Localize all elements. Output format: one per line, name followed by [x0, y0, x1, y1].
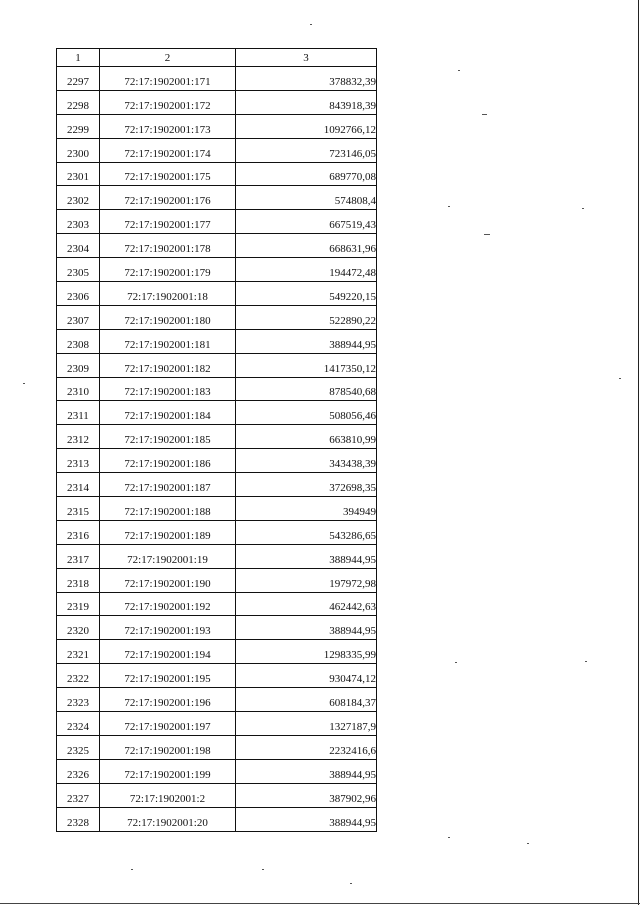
cadastral-number: 72:17:1902001:174	[100, 138, 236, 162]
cadastral-value: 543286,65	[236, 520, 377, 544]
table-row	[57, 138, 377, 162]
cadastral-value: 388944,95	[236, 759, 377, 783]
cadastral-value: 843918,39	[236, 90, 377, 114]
row-number: 2319	[57, 592, 100, 616]
table-row	[57, 114, 377, 138]
table-row	[57, 688, 377, 712]
table-row	[57, 162, 377, 186]
cadastral-value: 574808,4	[236, 186, 377, 210]
cadastral-number: 72:17:1902001:193	[100, 616, 236, 640]
table-row	[57, 234, 377, 258]
cadastral-value: 1327187,9	[236, 712, 377, 736]
table-row	[57, 616, 377, 640]
row-number: 2315	[57, 497, 100, 521]
row-number: 2327	[57, 783, 100, 807]
cadastral-value: 508056,46	[236, 401, 377, 425]
row-number: 2297	[57, 67, 100, 91]
scan-speck	[458, 70, 460, 71]
scan-speck	[131, 869, 133, 870]
cadastral-number: 72:17:1902001:183	[100, 377, 236, 401]
table-row	[57, 735, 377, 759]
scan-speck	[448, 206, 450, 207]
scan-speck	[23, 383, 25, 384]
table-row	[57, 425, 377, 449]
cadastral-value: 197972,98	[236, 568, 377, 592]
table-row	[57, 282, 377, 306]
cadastral-number: 72:17:1902001:188	[100, 497, 236, 521]
cadastral-number: 72:17:1902001:2	[100, 783, 236, 807]
row-number: 2320	[57, 616, 100, 640]
row-number: 2303	[57, 210, 100, 234]
cadastral-value: 1417350,12	[236, 353, 377, 377]
cadastral-number: 72:17:1902001:180	[100, 305, 236, 329]
cadastral-number: 72:17:1902001:198	[100, 735, 236, 759]
table-row	[57, 497, 377, 521]
table-row	[57, 568, 377, 592]
cadastral-number: 72:17:1902001:189	[100, 520, 236, 544]
cadastral-value: 689770,08	[236, 162, 377, 186]
table-row	[57, 807, 377, 831]
row-number: 2318	[57, 568, 100, 592]
row-number: 2305	[57, 258, 100, 282]
cadastral-value: 388944,95	[236, 807, 377, 831]
table-row	[57, 90, 377, 114]
row-number: 2325	[57, 735, 100, 759]
table-row	[57, 640, 377, 664]
cadastral-value: 549220,15	[236, 282, 377, 306]
row-number: 2307	[57, 305, 100, 329]
row-number: 2306	[57, 282, 100, 306]
cadastral-number: 72:17:1902001:178	[100, 234, 236, 258]
cadastral-value: 194472,48	[236, 258, 377, 282]
table-row	[57, 712, 377, 736]
table-row	[57, 449, 377, 473]
row-number: 2328	[57, 807, 100, 831]
cadastral-number: 72:17:1902001:194	[100, 640, 236, 664]
row-number: 2310	[57, 377, 100, 401]
cadastral-value: 388944,95	[236, 616, 377, 640]
cadastral-value: 1092766,12	[236, 114, 377, 138]
cadastral-value: 667519,43	[236, 210, 377, 234]
page-edge-bottom	[0, 903, 640, 904]
table-row	[57, 544, 377, 568]
row-number: 2326	[57, 759, 100, 783]
row-number: 2298	[57, 90, 100, 114]
table-row	[57, 664, 377, 688]
scan-speck	[484, 234, 490, 235]
scan-speck	[585, 661, 587, 662]
cadastral-value: 723146,05	[236, 138, 377, 162]
cadastral-number: 72:17:1902001:192	[100, 592, 236, 616]
cadastral-number: 72:17:1902001:185	[100, 425, 236, 449]
cadastral-number: 72:17:1902001:171	[100, 67, 236, 91]
cadastral-number: 72:17:1902001:199	[100, 759, 236, 783]
row-number: 2304	[57, 234, 100, 258]
cadastral-number: 72:17:1902001:195	[100, 664, 236, 688]
scan-speck	[455, 662, 457, 663]
scan-speck	[482, 114, 487, 115]
row-number: 2309	[57, 353, 100, 377]
row-number: 2321	[57, 640, 100, 664]
table-row	[57, 401, 377, 425]
cadastral-number: 72:17:1902001:19	[100, 544, 236, 568]
row-number: 2317	[57, 544, 100, 568]
scan-speck	[350, 883, 352, 884]
column-header-3: 3	[236, 49, 377, 67]
table-row	[57, 783, 377, 807]
cadastral-value: 372698,35	[236, 473, 377, 497]
cadastral-value: 387902,96	[236, 783, 377, 807]
page-edge-right	[638, 0, 639, 905]
cadastral-number: 72:17:1902001:187	[100, 473, 236, 497]
cadastral-value: 388944,95	[236, 544, 377, 568]
row-number: 2312	[57, 425, 100, 449]
row-number: 2302	[57, 186, 100, 210]
row-number: 2324	[57, 712, 100, 736]
table-row	[57, 759, 377, 783]
row-number: 2313	[57, 449, 100, 473]
row-number: 2299	[57, 114, 100, 138]
cadastral-number: 72:17:1902001:177	[100, 210, 236, 234]
scan-speck	[527, 843, 529, 844]
cadastral-value: 878540,68	[236, 377, 377, 401]
table-row	[57, 258, 377, 282]
cadastral-number: 72:17:1902001:179	[100, 258, 236, 282]
table-row	[57, 592, 377, 616]
row-number: 2308	[57, 329, 100, 353]
cadastral-number: 72:17:1902001:184	[100, 401, 236, 425]
cadastral-value: 378832,39	[236, 67, 377, 91]
cadastral-value: 2232416,6	[236, 735, 377, 759]
row-number: 2322	[57, 664, 100, 688]
cadastral-value: 930474,12	[236, 664, 377, 688]
cadastral-value-table	[56, 48, 377, 832]
header-row	[57, 49, 377, 67]
table-row	[57, 520, 377, 544]
cadastral-value: 394949	[236, 497, 377, 521]
table-row	[57, 305, 377, 329]
table-row	[57, 210, 377, 234]
scan-speck	[619, 378, 621, 379]
cadastral-number: 72:17:1902001:182	[100, 353, 236, 377]
cadastral-value: 522890,22	[236, 305, 377, 329]
cadastral-value: 663810,99	[236, 425, 377, 449]
cadastral-value: 462442,63	[236, 592, 377, 616]
column-header-1: 1	[57, 49, 100, 67]
cadastral-value: 343438,39	[236, 449, 377, 473]
cadastral-number: 72:17:1902001:173	[100, 114, 236, 138]
cadastral-number: 72:17:1902001:18	[100, 282, 236, 306]
scan-speck	[582, 208, 584, 209]
table-row	[57, 353, 377, 377]
scan-speck	[310, 24, 312, 25]
cadastral-number: 72:17:1902001:176	[100, 186, 236, 210]
cadastral-number: 72:17:1902001:186	[100, 449, 236, 473]
cadastral-number: 72:17:1902001:197	[100, 712, 236, 736]
row-number: 2316	[57, 520, 100, 544]
table-row	[57, 67, 377, 91]
cadastral-value: 388944,95	[236, 329, 377, 353]
cadastral-value: 608184,37	[236, 688, 377, 712]
cadastral-number: 72:17:1902001:190	[100, 568, 236, 592]
cadastral-number: 72:17:1902001:196	[100, 688, 236, 712]
row-number: 2314	[57, 473, 100, 497]
cadastral-number: 72:17:1902001:175	[100, 162, 236, 186]
scan-speck	[262, 869, 264, 870]
cadastral-value: 1298335,99	[236, 640, 377, 664]
table-row	[57, 186, 377, 210]
table-row	[57, 377, 377, 401]
table-row	[57, 329, 377, 353]
scan-speck	[448, 837, 450, 838]
row-number: 2301	[57, 162, 100, 186]
cadastral-number: 72:17:1902001:172	[100, 90, 236, 114]
cadastral-number: 72:17:1902001:181	[100, 329, 236, 353]
table-row	[57, 473, 377, 497]
cadastral-number: 72:17:1902001:20	[100, 807, 236, 831]
column-header-2: 2	[100, 49, 236, 67]
row-number: 2300	[57, 138, 100, 162]
cadastral-value: 668631,96	[236, 234, 377, 258]
row-number: 2311	[57, 401, 100, 425]
row-number: 2323	[57, 688, 100, 712]
